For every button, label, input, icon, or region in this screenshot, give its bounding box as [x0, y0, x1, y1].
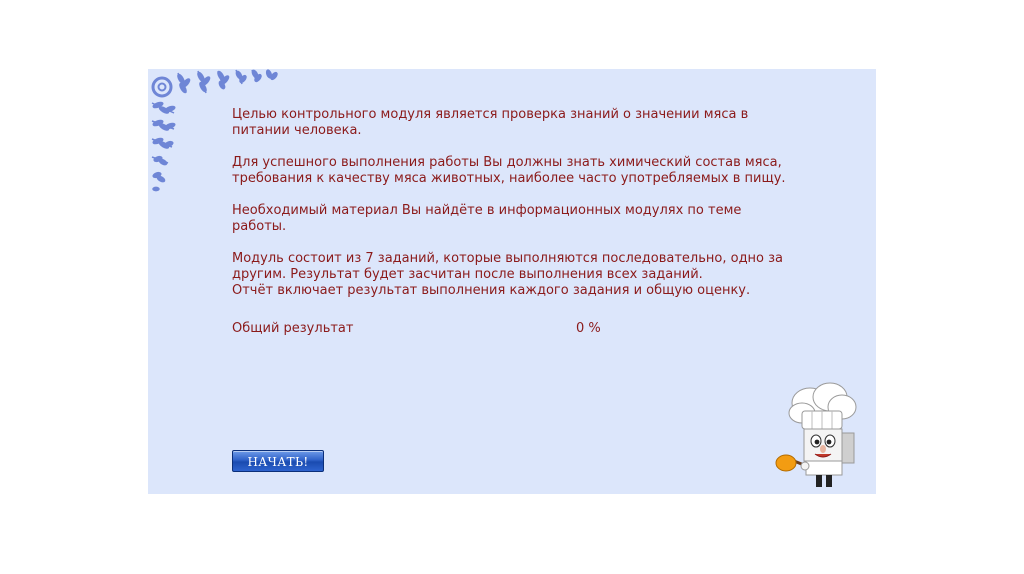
- intro-paragraph-structure: Модуль состоит из 7 заданий, которые выполняются последовательно, одно за другим. Результат будет засчитан после выполнения всех заданий. Отчёт включает результат выполнения каждого задания и общую оценку.: [232, 251, 784, 298]
- overall-result-label: Общий результат: [232, 321, 354, 336]
- module-panel: [148, 69, 876, 494]
- overall-result-value: 0 %: [576, 321, 601, 336]
- intro-paragraph-requirements: Для успешного выполнения работы Вы должны знать химический состав мяса, требования к качеству мяса животных, наиболее часто употребляемых в пищу.: [232, 155, 786, 186]
- intro-paragraph-goal: Целью контрольного модуля является проверка знаний о значении мяса в питании человека.: [232, 107, 749, 138]
- start-button[interactable]: НАЧАТЬ!: [232, 450, 324, 472]
- chef-mascot-icon: [772, 381, 872, 491]
- intro-paragraph-materials: Необходимый материал Вы найдёте в информационных модулях по теме работы.: [232, 203, 742, 234]
